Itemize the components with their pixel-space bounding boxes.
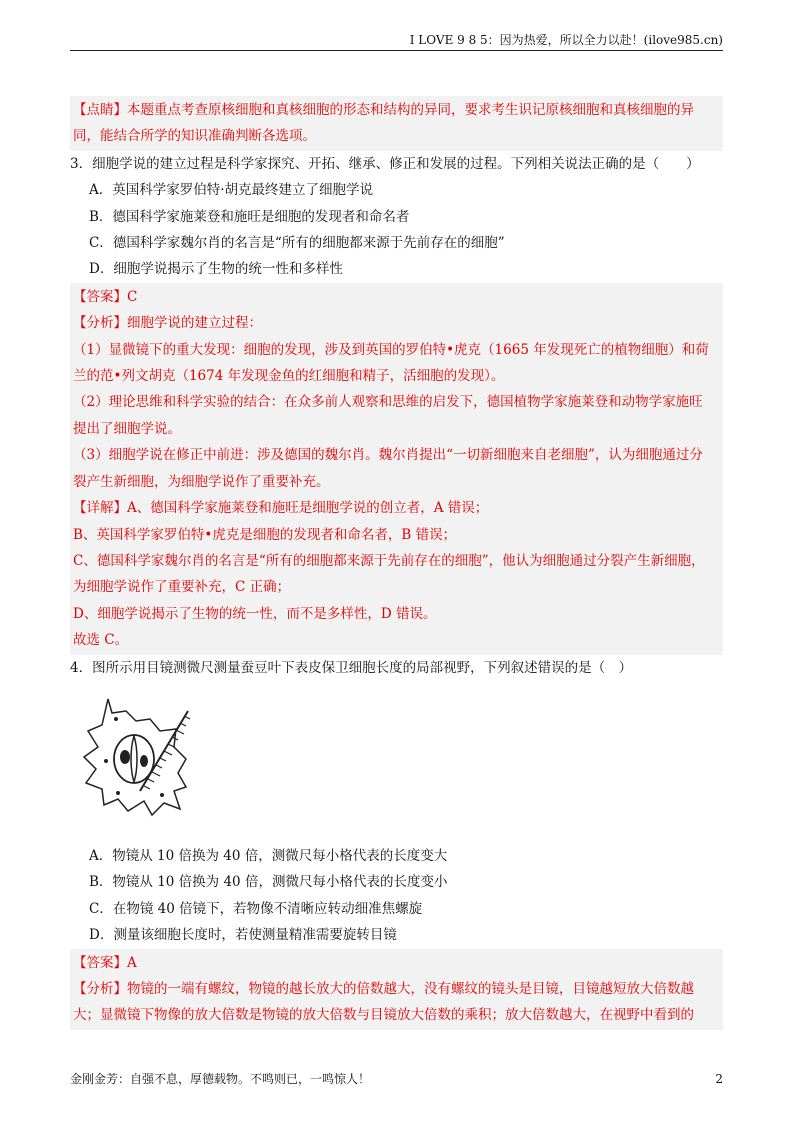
cell-dot: [116, 791, 120, 795]
page-content: [70, 96, 723, 1030]
q3-stem: 3．细胞学说的建立过程是科学家探究、开拓、继承、修正和发展的过程。下列相关说法正确的是（ ）: [70, 155, 700, 172]
q3-detail-line: D、细胞学说揭示了生物的统一性，而不是多样性，D 错误。: [73, 605, 437, 622]
epidermal-cell-outline: [84, 699, 186, 815]
q3-detail-line: 为细胞学说作了重要补充，C 正确；: [73, 579, 291, 596]
page-header: I LOVE 9 8 5：因为热爱，所以全力以赴！(ilove985.cn): [70, 33, 723, 51]
q3-conclusion: 故选 C。: [73, 632, 129, 649]
q3-answer: 【答案】C: [73, 288, 138, 305]
micrometer-scale: [140, 711, 190, 791]
guard-cell-nucleus-left: [120, 750, 130, 764]
q3-analysis-line: 提出了细胞学说。: [73, 420, 181, 437]
dianjing-line: 【点睛】本题重点考查原核细胞和真核细胞的形态和结构的异同，要求考生识记原核细胞和真核细胞的异: [73, 102, 694, 118]
q3-analysis-line: 裂产生新细胞，为细胞学说作了重要补充。: [73, 473, 330, 490]
q3-detail-line: C、德国科学家魏尔肖的名言是“所有的细胞都来源于先前存在的细胞”，他认为细胞通过分裂产生新细胞，: [73, 552, 705, 569]
q4-analysis-line: 大；显微镜下物像的放大倍数是物镜的放大倍数与目镜放大倍数的乘积；放大倍数越大，在视野中看到的: [73, 1007, 694, 1024]
q3-analysis-line: （2）理论思维和科学实验的结合：在众多前人观察和思维的启发下，德国植物学家施莱登和动物学家施旺: [73, 394, 703, 411]
q3-detail-line: B、英国科学家罗伯特•虎克是细胞的发现者和命名者，B 错误；: [73, 526, 457, 543]
q3-solution-block: [70, 283, 723, 655]
cell-dot: [160, 793, 164, 797]
cell-dot: [104, 759, 108, 763]
page-footer: [70, 1071, 723, 1087]
q4-option-d: D．测量该细胞长度时，若使测量精准需要旋转目镜: [89, 927, 397, 944]
q4-option-c: C．在物镜 40 倍镜下，若物像不清晰应转动细准焦螺旋: [89, 900, 423, 917]
q3-option-c: C．德国科学家魏尔肖的名言是“所有的细胞都来源于先前存在的细胞”: [89, 235, 505, 252]
q4-stem: 4．图所示用目镜测微尺测量蚕豆叶下表皮保卫细胞长度的局部视野，下列叙述错误的是（ ）: [70, 659, 633, 676]
q3-option-a: A．英国科学家罗伯特·胡克最终建立了细胞学说: [89, 182, 374, 199]
q4-option-a: A．物镜从 10 倍换为 40 倍，测微尺每小格代表的长度变大: [89, 847, 448, 864]
guard-cell-micrometer-image: [78, 691, 208, 826]
cell-dot: [114, 717, 118, 721]
q3-analysis-line: 【分析】细胞学说的建立过程：: [73, 315, 262, 332]
q4-solution-block: [70, 949, 723, 1030]
q4-answer: 【答案】A: [73, 954, 137, 971]
q3-option-b: B．德国科学家施莱登和施旺是细胞的发现者和命名者: [89, 208, 410, 225]
dianjing-block: [70, 96, 723, 151]
q4-analysis-line: 【分析】物镜的一端有螺纹，物镜的越长放大的倍数越大，没有螺纹的镜头是目镜，目镜越短放大倍数越: [73, 980, 694, 997]
footer-motto: 金刚金芳：自强不息，厚德载物。不鸣则已，一鸣惊人！: [70, 1072, 371, 1086]
q3-option-d: D．细胞学说揭示了生物的统一性和多样性: [89, 261, 343, 278]
q3-analysis-line: （1）显微镜下的重大发现：细胞的发现，涉及到英国的罗伯特•虎克（1665 年发现死亡的植物细胞）和荷: [73, 341, 709, 358]
dianjing-line: 同，能结合所学的知识准确判断各选项。: [73, 128, 316, 145]
page-number: 2: [715, 1072, 723, 1086]
guard-cell-figure: [70, 685, 723, 835]
q3-analysis-line: （3）细胞学说在修正中前进：涉及德国的魏尔肖。魏尔肖提出“一切新细胞来自老细胞”，认为细胞通过分: [73, 447, 703, 464]
guard-cell-nucleus-right: [140, 755, 148, 767]
stoma-pore: [131, 736, 137, 782]
q4-option-b: B．物镜从 10 倍换为 40 倍，测微尺每小格代表的长度变小: [89, 874, 448, 891]
q3-detail-line: 【详解】A、德国科学家施莱登和施旺是细胞学说的创立者，A 错误；: [73, 500, 489, 517]
q3-analysis-line: 兰的范•列文胡克（1674 年发现金鱼的红细胞和精子，活细胞的发现）。: [73, 368, 505, 385]
